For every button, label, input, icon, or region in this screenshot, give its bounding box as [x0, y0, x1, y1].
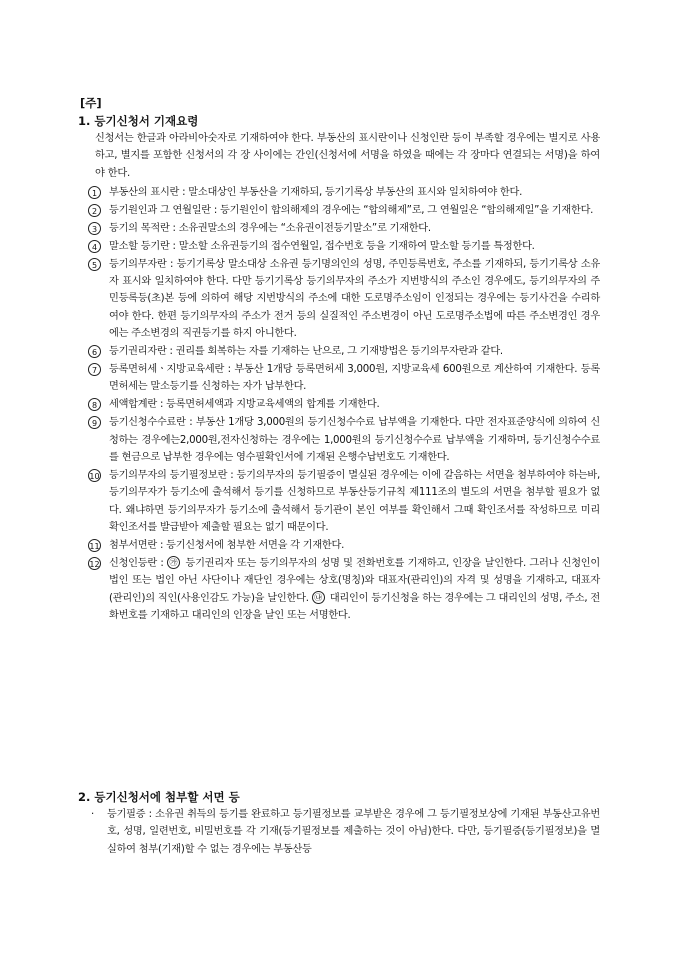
- item-text: 신청인등란 :: [109, 558, 164, 570]
- instruction-list: [88, 184, 600, 625]
- item-number: 6: [88, 345, 101, 358]
- item-text: 등기권리자란 : 권리를 회복하는 자를 기재하는 난으로, 그 기재방법은 등기의무자란과 같다.: [109, 346, 503, 358]
- list-item: [88, 202, 600, 219]
- item-number: 1: [88, 186, 101, 199]
- sub-item-number: ㉯: [312, 591, 325, 604]
- list-item: [88, 414, 600, 466]
- item-text: 등록면허세ㆍ지방교육세란 : 부동산 1개당 등록면허세 3,000원, 지방교육세 600원으로 계산하여 기재한다. 등록면허세는 말소등기를 신청하는 자가 납부한다.: [109, 364, 600, 393]
- item-text: 등기원인과 그 연월일란 : 등기원인이 합의해제의 경우에는 “합의해제”로, 그 연월일은 “합의해제일”을 기재한다.: [109, 204, 594, 216]
- list-item: [88, 361, 600, 396]
- section-2-title: 2. 등기신청서에 첨부할 서면 등: [78, 790, 240, 804]
- list-item: [88, 537, 600, 554]
- item-text: 부동산의 표시란 : 말소대상인 부동산을 기재하되, 등기기록상 부동산의 표시와 일치하여야 한다.: [109, 187, 523, 198]
- item-number: 7: [88, 363, 101, 376]
- list-item: [88, 343, 600, 360]
- item-number: 11: [88, 539, 101, 552]
- list-item: [88, 806, 600, 858]
- list-item: [88, 184, 600, 201]
- item-text: 등기신청수수료란 : 부동산 1개당 3,000원의 등기신청수수료 납부액을 기재한다. 다만 전자표준양식에 의하여 신청하는 경우에는2,000원,전자신청하는 경우에는 1,000원의 등기신청수수료 납부액을 기재하며, 등기신청수수료를 현금으로 납부한 경우에는 영수필확인서에 기재된 은행수납번호도 기재한다.: [109, 417, 600, 464]
- list-item: [88, 467, 600, 537]
- item-number: 3: [88, 222, 101, 235]
- item-number: 4: [88, 240, 101, 253]
- sub-item-text: 등기권리자 또는 등기의무자의 성명 및 전화번호를 기재하고, 인장을 날인한다. 그러나 신청인이 법인 또는 법인 아닌 사단이나 재단인 경우에는 상호(명칭)와 대표자(관리인)의 자격 및 성명을 기재하고, 대표자(관리인)의 직인(사용인감도 가능)을 날인한다.: [109, 558, 600, 604]
- item-text: 말소할 등기란 : 말소할 소유권등기의 접수연월일, 접수번호 등을 기재하여 말소할 등기를 특정한다.: [109, 240, 535, 252]
- item-text: 등기의무자의 등기필정보란 : 등기의무자의 등기필증이 멸실된 경우에는 이에 갈음하는 서면을 첨부하여야 하는바, 등기의무자가 등기소에 출석해서 등기를 신청하므로 부동산등기규칙 제111조의 별도의 서면을 첨부할 필요가 없다. 왜냐하면 등기의무자가 등기소에 출석해서 등기관이 본인 여부를 확인해서 그때 확인조서를 작성하므로 미리 확인조서를 발급받아 제출할 필요는 없기 때문이다.: [109, 470, 600, 534]
- note-tag: [주]: [80, 96, 102, 110]
- item-text: 등기필증 : 소유권 취득의 등기를 완료하고 등기필정보를 교부받은 경우에 그 등기필정보상에 기재된 부동산고유번호, 성명, 일련번호, 비밀번호를 각 기재(등기필정보를 제출하는 것이 아님)한다. 다만, 등기필증(등기필정보)을 멸실하여 첨부(기재)할 수 없는 경우에는 부동산등: [107, 809, 600, 855]
- list-item: [88, 555, 600, 625]
- section-1-intro: 신청서는 한글과 아라비아숫자로 기재하여야 한다. 부동산의 표시란이나 신청인란 등이 부족할 경우에는 별지로 사용하고, 별지를 포함한 신청서의 각 장 사이에는 간인(신청서에 서명을 하였을 때에는 각 장마다 연결되는 서명)을 하여야 한다.: [95, 133, 600, 179]
- sub-item-text: 대리인이 등기신청을 하는 경우에는 그 대리인의 성명, 주소, 전화번호를 기재하고 대리인의 인장을 날인 또는 서명한다.: [109, 592, 600, 622]
- bullet-marker: ·: [91, 809, 94, 820]
- item-text: 첨부서면란 : 등기신청서에 첨부한 서면을 각 기재한다.: [109, 540, 345, 552]
- item-number: 8: [88, 398, 101, 411]
- list-item: [88, 238, 600, 255]
- item-number: 2: [88, 204, 101, 217]
- item-number: 12: [88, 557, 101, 570]
- list-item: [88, 396, 600, 413]
- item-number: 9: [88, 416, 101, 429]
- list-item: [88, 256, 600, 343]
- section-1-title: 1. 등기신청서 기재요령: [78, 114, 199, 128]
- item-number: 10: [88, 469, 101, 482]
- section-2-body: [88, 806, 600, 858]
- item-text: 세액합계란 : 등록면허세액과 지방교육세액의 합계를 기재한다.: [109, 399, 380, 411]
- sub-item-number: ㉮: [167, 556, 180, 569]
- item-text: 등기의 목적란 : 소유권말소의 경우에는 “소유권이전등기말소”로 기재한다.: [109, 222, 431, 234]
- item-text: 등기의무자란 : 등기기록상 말소대상 소유권 등기명의인의 성명, 주민등록번호, 주소를 기재하되, 등기기록상 소유자 표시와 일치하여야 한다. 다만 등기기록상 등기의무자의 주소가 지번방식의 주소인 경우에도, 등기의무자의 주민등록등(초)본 등에 의하여 해당 지번방식의 주소에 대한 도로명주소임이 인정되는 경우에는 등기사건을 수리하여야 한다. 한편 등기의무자의 주소가 전거 등의 실질적인 주소변경이 아닌 도로명주소법에 따른 주소변경인 경우에는 주소변경의 직권등기를 하지 아니한다.: [109, 258, 600, 340]
- list-item: [88, 220, 600, 237]
- item-number: 5: [88, 258, 101, 271]
